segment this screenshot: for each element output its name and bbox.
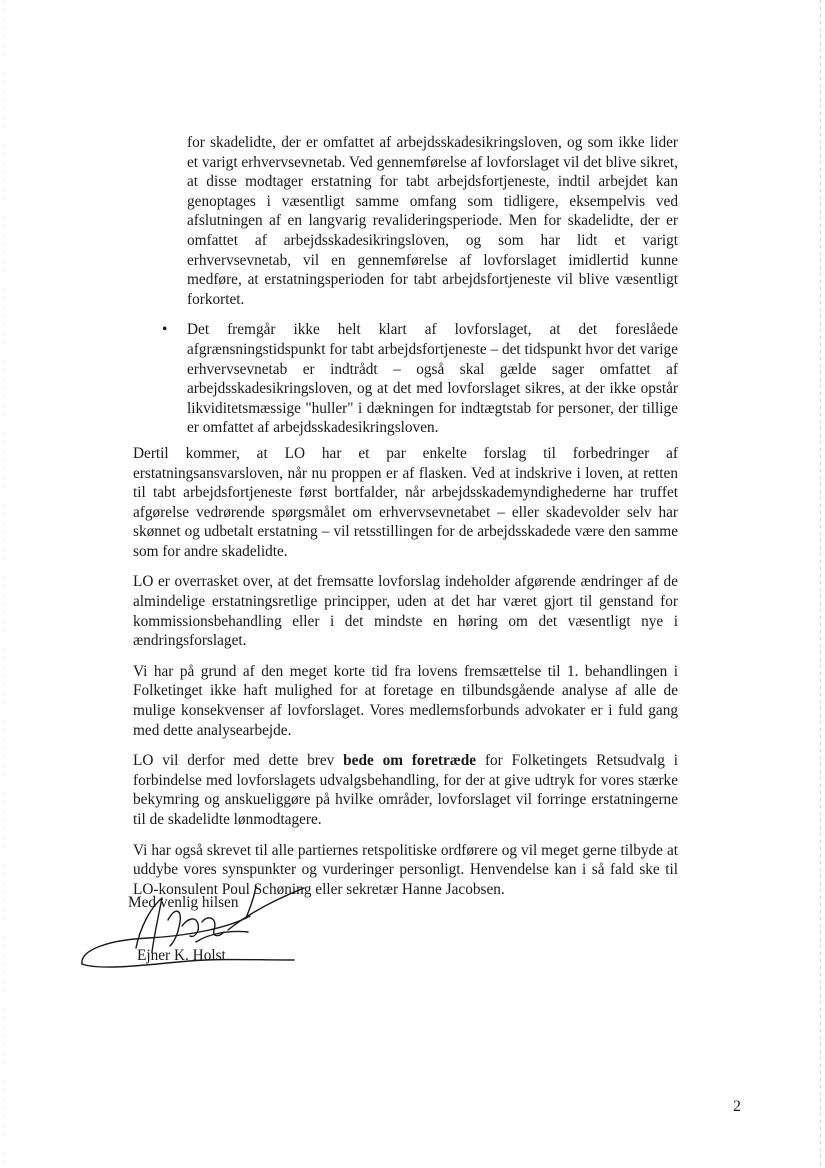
paragraph-5: Vi har også skrevet til alle partiernes retspolitiske ordførere og vil meget gerne tilbyde at uddybe vores synspunkter og vurderinger personligt. Henvendelse kan i så fald ske til LO-konsulent Poul Schøning eller sekretær Hanne Jacobsen.: [133, 841, 678, 898]
paragraph-1: Dertil kommer, at LO har et par enkelte forslag til forbedringer af erstatningsansvarsloven, når nu proppen er af flasken. Ved at indskrive i loven, at retten til tabt arbejdsfortjeneste først bortfalder, når arbejdsskademyndighederne har truffet afgørelse vedrørende spørgsmålet om erhvervsevnetabet – eller skadevolder selv har skønnet og udbetalt erstatning – vil retsstillingen for de arbejdsskadede være den samme som for andre skadelidte.: [133, 444, 678, 560]
signature-icon: [78, 878, 318, 978]
scan-edge-right: [820, 0, 821, 1168]
continuation-paragraph: for skadelidte, der er omfattet af arbejdsskadesikringsloven, og som ikke lider et varigt erhvervsevnetab. Ved gennemførelse af lovforslaget vil det blive sikret, at disse modtager erstatning for tabt arbejdsfortjeneste, indtil arbejdet kan genoptages i væsentligt samme omfang som tidligere, eksempelvis ved afslutningen af en langvarig revalideringsperiode. Men for skadelidte, der er omfattet af arbejdsskadesikringsloven, og som har lidt et varigt erhvervsevnetab, vil en gennemførelse af lovforslaget imidlertid kunne medføre, at erstatningsperioden for tabt arbejdsfortjeneste vil blive væsentligt forkortet.: [187, 134, 678, 308]
closing-greeting: Med venlig hilsen: [128, 894, 239, 911]
bullet-text: Det fremgår ikke helt klart af lovforslaget, at det foreslåede afgrænsningstidspunkt for tabt arbejdsfortjeneste – det tidspunkt hvor det varige erhvervsevnetab er indtrådt – også skal gælde sager omfattet af arbejdsskadesikringsloven, og at det med lovforslaget sikres, at der ikke opstår likviditetsmæssige "huller" i dækningen for indtægtstab for personer, der tillige er omfattet af arbejdsskadesikringsloven.: [187, 321, 678, 437]
bullet-icon: •: [162, 321, 168, 339]
paragraph-4-start: LO vil derfor med dette brev: [133, 752, 344, 770]
paragraph-4: [133, 751, 678, 829]
paragraph-4-end: for Folketingets Retsudvalg i forbindelse med lovforslagets udvalgsbehandling, for der at give udtryk for vores stærke bekymring og anskueliggøre på hvilke områder, lovforslaget vil forringe erstatningerne til de skadelidte lønmodtagere.: [133, 752, 678, 828]
letter-body: [133, 133, 678, 910]
page-number: 2: [733, 1098, 741, 1115]
bullet-item: [133, 320, 678, 438]
signer-name: Ejner K. Holst: [137, 947, 226, 964]
paragraph-2: LO er overrasket over, at det fremsatte lovforslag indeholder afgørende ændringer af de almindelige erstatningsretlige principper, uden at det har været gjort til genstand for kommissionsbehandling eller i det mindste en høring om det væsentligt nye i ændringsforslaget.: [133, 573, 678, 650]
paragraph-3: Vi har på grund af den meget korte tid fra lovens fremsættelse til 1. behandlingen i Folketinget ikke haft mulighed for at foretage en tilbundsgående analyse af alle de mulige konsekvenser af lovforslaget. Vores medlemsforbunds advokater er i fuld gang med dette analysearbejde.: [133, 662, 678, 739]
paragraph-4-emphasis: bede om foretræde: [343, 752, 477, 770]
bullet-list: [133, 320, 678, 438]
scan-edge-left: [3, 0, 4, 1168]
